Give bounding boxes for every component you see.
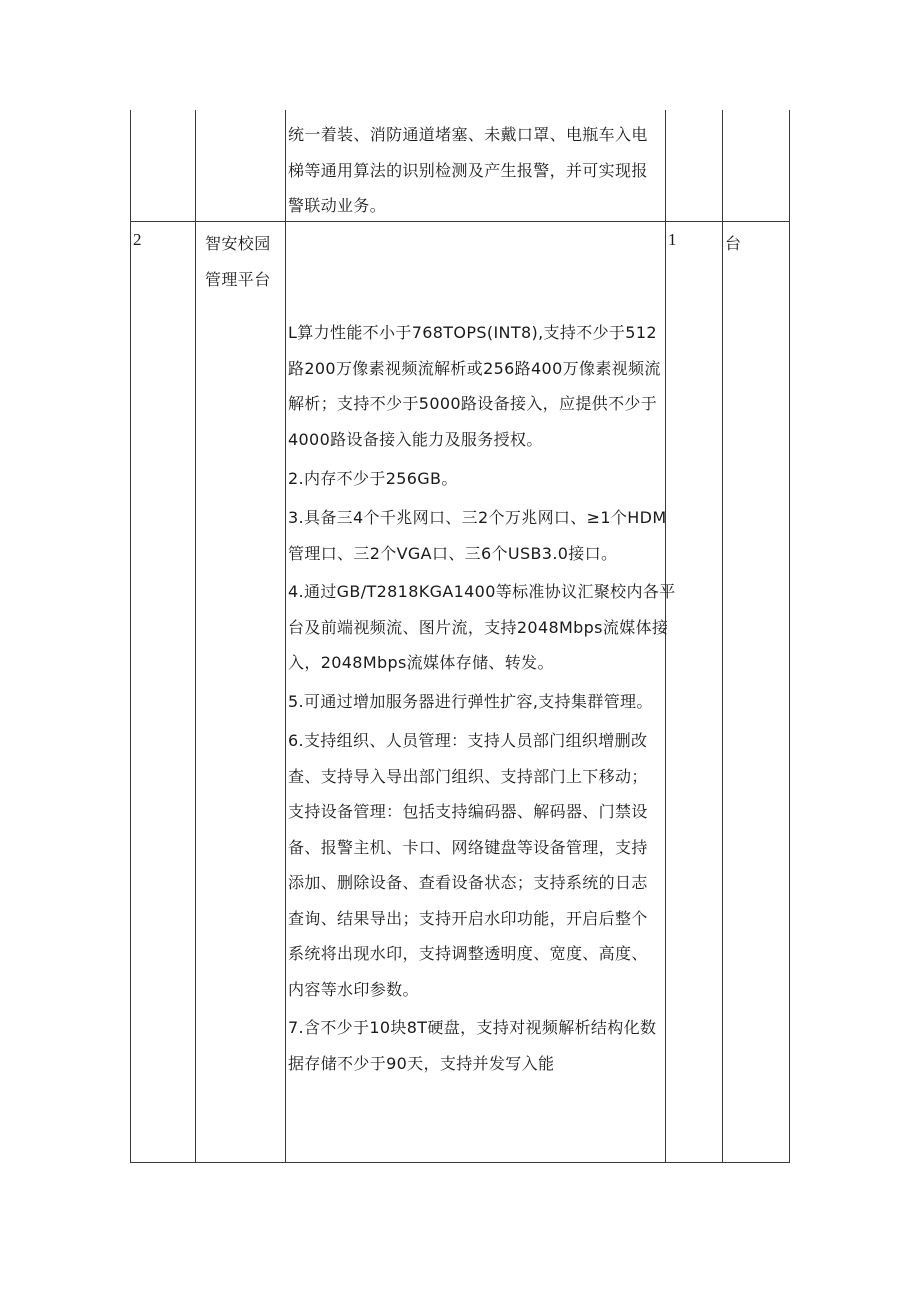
description-line: 4.通过GB/T2818KGA1400等标准协议汇聚校内各平 — [288, 582, 676, 601]
item-name-line: 管理平台 — [205, 270, 271, 289]
table-row-separator — [130, 221, 790, 222]
description-line: 管理口、三2个VGA口、三6个USB3.0接口。 — [288, 543, 618, 563]
description-line: 添加、删除设备、查看设备状态；支持系统的日志 — [288, 873, 648, 892]
description-line: 3.具备三4个千兆网口、三2个万兆网口、≥1个HDM — [288, 508, 667, 527]
row-index: 2 — [133, 230, 142, 249]
description-line: 统一着装、消防通道堵塞、未戴口罩、电瓶车入电 — [288, 125, 648, 144]
description-line: 2.内存不少于256GB。 — [288, 469, 458, 488]
item-unit: 台 — [725, 234, 742, 253]
description-line: 查、支持导入导出部门组织、支持部门上下移动； — [288, 766, 648, 786]
item-name-line: 智安校园 — [205, 234, 271, 253]
item-quantity: 1 — [668, 230, 677, 249]
description-line: 支持设备管理：包括支持编码器、解码器、门禁设 — [288, 802, 648, 821]
description-line: 路200万像素视频流解析或256路400万像素视频流 — [288, 358, 661, 378]
description-line: 系统将出现水印，支持调整透明度、宽度、高度、 — [288, 944, 648, 963]
table-divider-quantity — [722, 110, 723, 1163]
table-border-bottom — [130, 1162, 790, 1163]
description-line: 台及前端视频流、图片流，支持2048Mbps流媒体接 — [288, 617, 669, 637]
description-line: 5.可通过增加服务器进行弹性扩容,支持集群管理。 — [288, 692, 653, 711]
description-line: 4000路设备接入能力及服务授权。 — [288, 429, 543, 449]
description-line: L算力性能不小于768TOPS(INT8),支持不少于512 — [288, 323, 657, 342]
description-line: 解析；支持不少于5000路设备接入，应提供不少于 — [288, 394, 658, 413]
description-line: 查询、结果导出；支持开启水印功能，开启后整个 — [288, 908, 648, 928]
description-line: 6.支持组织、人员管理：支持人员部门组织增删改 — [288, 731, 648, 750]
description-line: 梯等通用算法的识别检测及产生报警，并可实现报 — [288, 160, 648, 180]
table-divider-name — [285, 110, 286, 1163]
description-line: 备、报警主机、卡口、网络键盘等设备管理，支持 — [288, 837, 648, 857]
description-line: 据存储不少于90天，支持并发写入能 — [288, 1053, 555, 1073]
description-line: 内容等水印参数。 — [288, 979, 419, 999]
description-line: 入，2048Mbps流媒体存储、转发。 — [288, 653, 554, 672]
table-border-right — [789, 110, 790, 1163]
table-border-left — [130, 110, 131, 1163]
description-line: 警联动业务。 — [288, 196, 387, 215]
table-divider-index — [195, 110, 196, 1163]
description-line: 7.含不少于10块8T硬盘，支持对视频解析结构化数 — [288, 1018, 657, 1037]
